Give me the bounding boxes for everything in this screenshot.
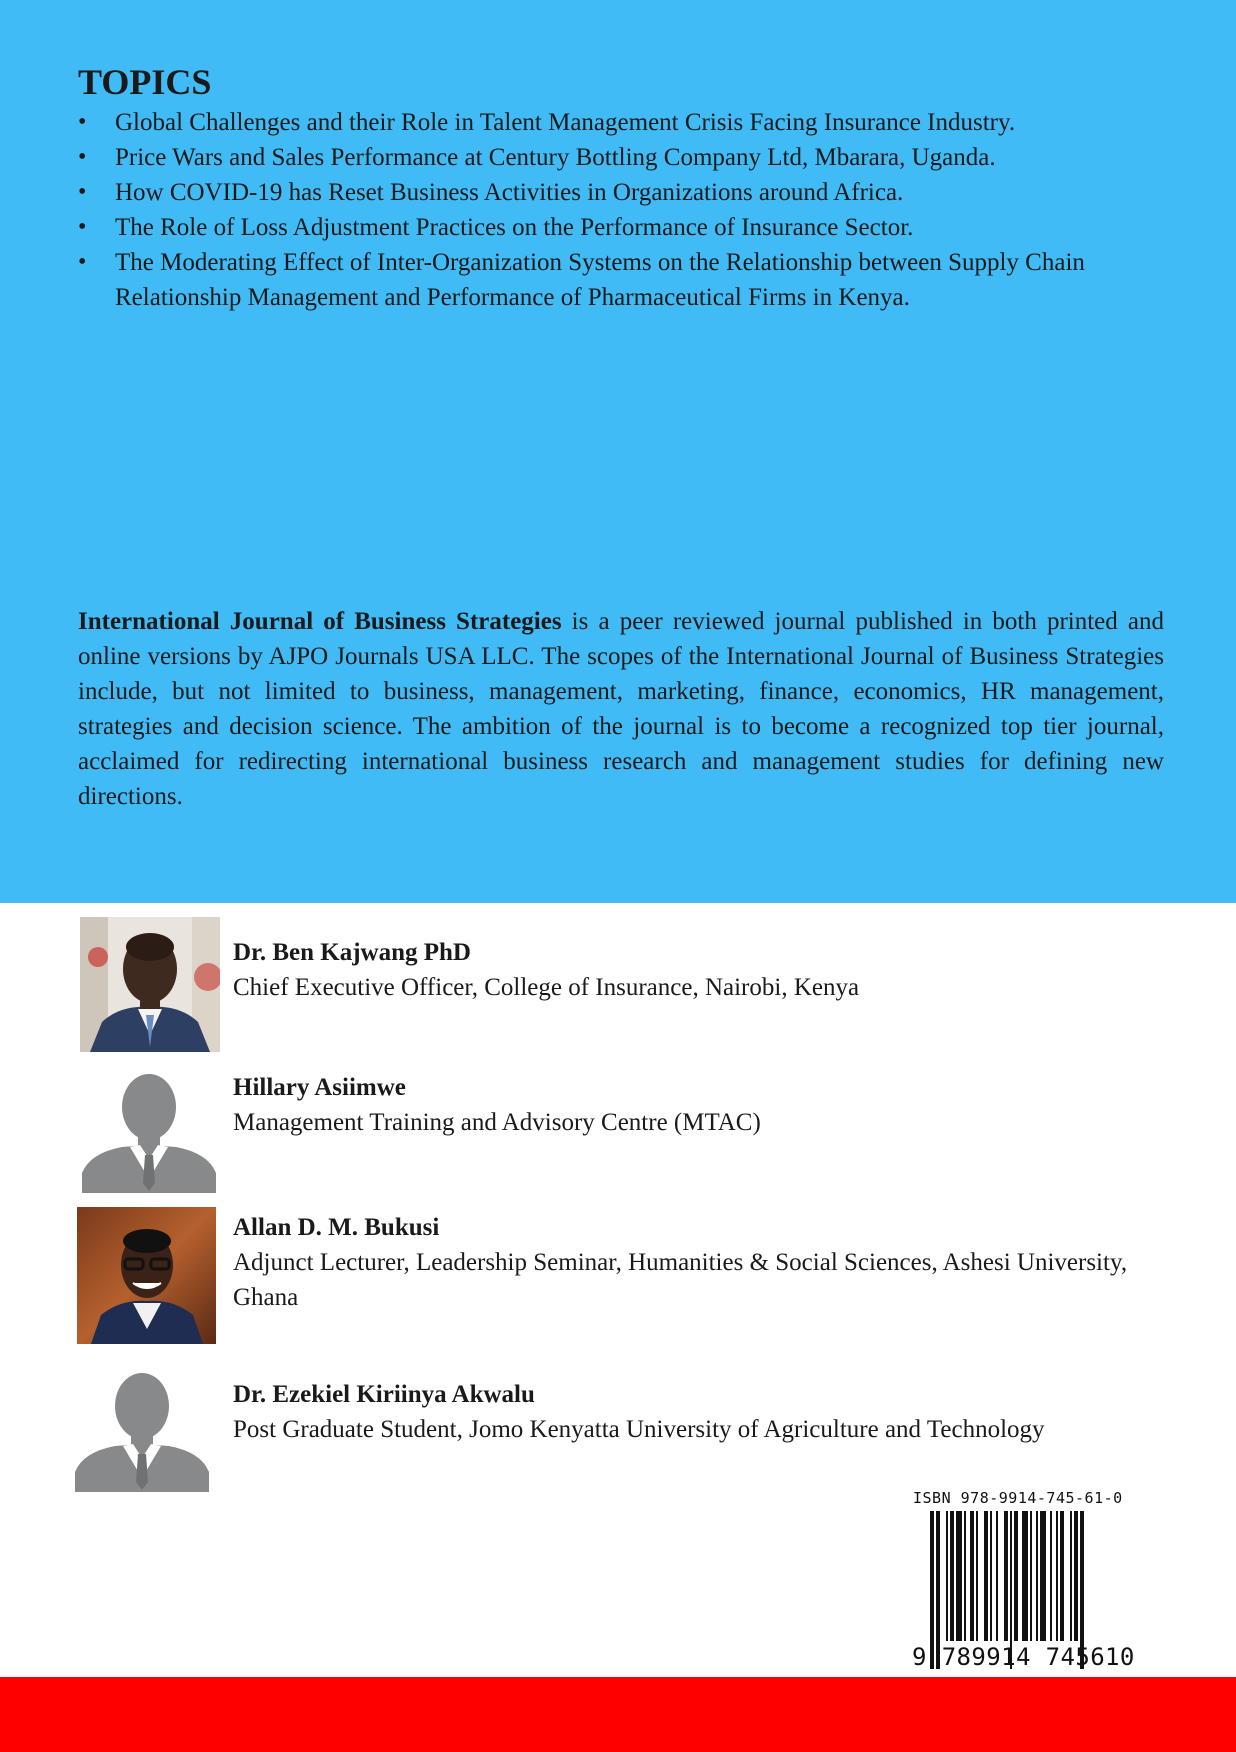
barcode-bar: [1040, 1511, 1046, 1641]
author-name: Dr. Ezekiel Kiriinya Akwalu: [233, 1381, 535, 1408]
topic-item: • How COVID-19 has Reset Business Activities in Organizations around Africa.: [78, 175, 1188, 210]
journal-description-text: is a peer reviewed journal published in both printed and online versions by AJPO Journals USA LLC. The scopes of the International Journal of Business Strategies include, but not limited to business, management, marketing, finance, economics, HR management, strategies and decision science. The ambition of the journal is to become a recognized top tier journal, acclaimed for redirecting international business research and management studies for defining new directions.: [78, 608, 1164, 810]
barcode-bar: [964, 1511, 966, 1641]
barcode-bar: [996, 1511, 998, 1641]
placeholder-avatar-icon: [82, 1071, 216, 1193]
barcode-bar: [950, 1511, 954, 1641]
topics-heading: TOPICS: [78, 62, 212, 102]
barcode-bar: [1022, 1511, 1028, 1641]
barcode-bar: [1060, 1511, 1064, 1641]
barcode-bar: [1074, 1511, 1078, 1641]
topic-item: • The Moderating Effect of Inter-Organization Systems on the Relationship between Supply Chain Relationship Management and Performance of Pharmaceutical Firms in Kenya.: [78, 245, 1188, 315]
author-name: Hillary Asiimwe: [233, 1074, 406, 1101]
author-photo: [80, 917, 220, 1052]
author-name: Dr. Ben Kajwang PhD: [233, 939, 471, 966]
barcode-bar: [984, 1511, 988, 1641]
topics-list: [78, 105, 1188, 315]
topic-item: • Global Challenges and their Role in Talent Management Crisis Facing Insurance Industry.: [78, 105, 1188, 140]
topic-item: • Price Wars and Sales Performance at Century Bottling Company Ltd, Mbarara, Uganda.: [78, 140, 1188, 175]
author-role: Chief Executive Officer, College of Insurance, Nairobi, Kenya: [233, 974, 860, 1001]
barcode-bar: [976, 1511, 978, 1641]
barcode-bar: [1014, 1511, 1018, 1641]
journal-description: [78, 604, 1164, 814]
barcode-bar: [1036, 1511, 1038, 1641]
barcode-bar: [956, 1511, 962, 1641]
bottom-color-band: [0, 1677, 1236, 1752]
author-role: Adjunct Lecturer, Leadership Seminar, Humanities & Social Sciences, Ashesi University, Ghana: [233, 1249, 1128, 1311]
barcode-bar: [990, 1511, 992, 1641]
barcode-bar: [1070, 1511, 1072, 1641]
author-name: Allan D. M. Bukusi: [233, 1214, 440, 1241]
barcode-bar: [1004, 1511, 1008, 1641]
author-role: Management Training and Advisory Centre (MTAC): [233, 1109, 761, 1136]
isbn-label: ISBN 978-9914-745-61-0: [913, 1489, 1123, 1507]
barcode-digits: 9 789914 745610: [912, 1643, 1135, 1671]
barcode-bar: [1030, 1511, 1032, 1641]
topic-item: • The Role of Loss Adjustment Practices on the Performance of Insurance Sector.: [78, 210, 1188, 245]
barcode-bar: [1056, 1511, 1058, 1641]
barcode-bar: [946, 1511, 948, 1641]
author-photo: [77, 1207, 216, 1344]
barcode-bar: [970, 1511, 974, 1641]
journal-name: International Journal of Business Strategies: [78, 608, 562, 635]
placeholder-avatar-icon: [75, 1370, 209, 1492]
author-role: Post Graduate Student, Jomo Kenyatta University of Agriculture and Technology: [233, 1416, 1045, 1443]
barcode-bar: [1050, 1511, 1052, 1641]
